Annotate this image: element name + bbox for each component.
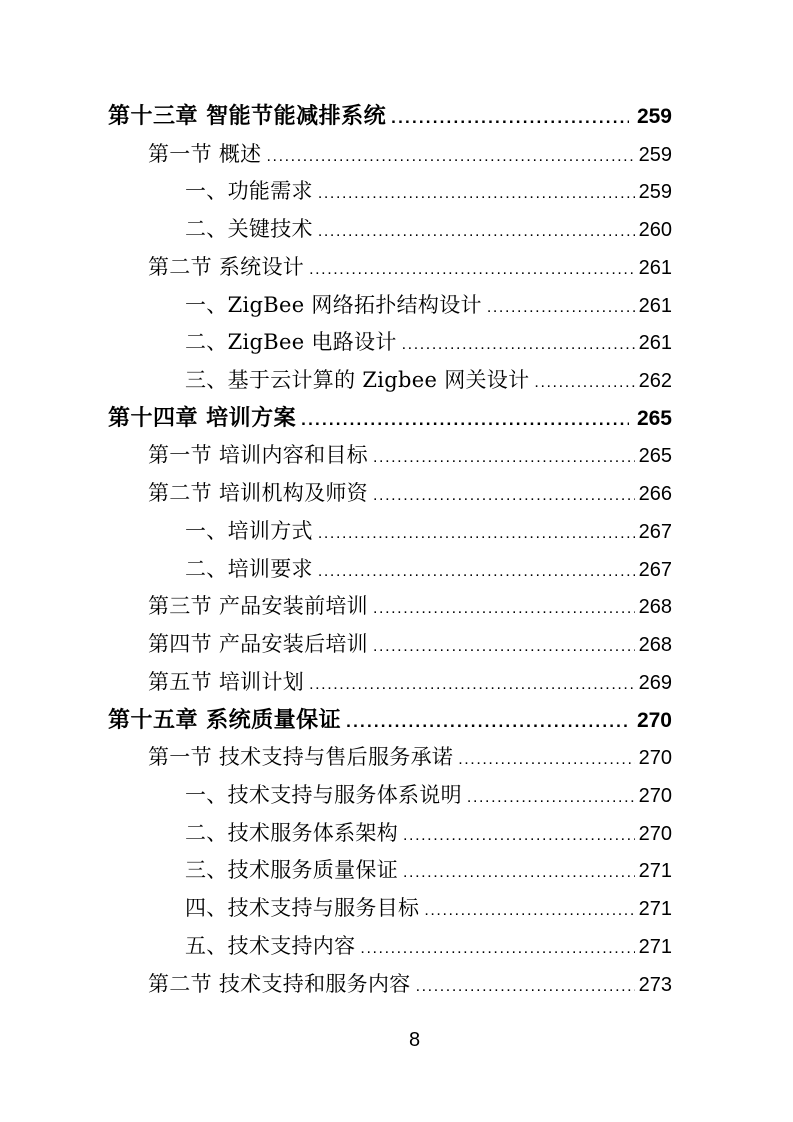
- toc-entry-page: 259: [636, 105, 672, 128]
- toc-entry-title: 三、基于云计算的 Zigbee 网关设计: [185, 368, 530, 393]
- toc-entry[interactable]: [108, 777, 672, 815]
- toc-entry[interactable]: [108, 626, 672, 664]
- toc-entry[interactable]: [108, 588, 672, 626]
- toc-entry-title: 一、技术支持与服务体系说明: [185, 782, 462, 807]
- toc-entry-page: 270: [638, 747, 672, 770]
- toc-entry-page: 270: [638, 822, 672, 845]
- toc-entry-title: 三、技术服务质量保证: [185, 858, 398, 883]
- toc-entry-title: 第一节 培训内容和目标: [148, 443, 368, 468]
- toc-entry-page: 271: [638, 860, 672, 883]
- toc-entry[interactable]: [108, 702, 672, 740]
- toc-entry-page: 267: [638, 520, 672, 543]
- toc-entry-title: 第十五章 系统质量保证: [108, 707, 342, 733]
- toc-entry-title: 一、功能需求: [185, 179, 313, 204]
- toc-entry[interactable]: [108, 211, 672, 249]
- toc-entry-title: 第一节 概述: [148, 141, 262, 166]
- footer-page-number: 8: [408, 1029, 421, 1051]
- toc-entry[interactable]: [108, 513, 672, 551]
- toc-entry-title: 第二节 系统设计: [148, 254, 305, 279]
- toc-entry-title: 第三节 产品安装前培训: [148, 594, 368, 619]
- toc-entry-title: 二、培训要求: [185, 556, 313, 581]
- toc-entry[interactable]: [108, 173, 672, 211]
- toc-entry[interactable]: [108, 551, 672, 589]
- dot-leader: [416, 967, 635, 1004]
- toc-entry-page: 267: [638, 558, 672, 581]
- dot-leader: [373, 476, 635, 513]
- toc-entry-page: 262: [638, 370, 672, 393]
- dot-leader: [487, 288, 635, 325]
- toc-entry-title: 五、技术支持内容: [185, 933, 356, 958]
- toc-entry-page: 260: [638, 219, 672, 242]
- dot-leader: [373, 627, 635, 664]
- toc-entry-page: 259: [638, 143, 672, 166]
- toc-entry-page: 261: [638, 256, 672, 279]
- toc-entry-page: 266: [638, 483, 672, 506]
- toc-entry[interactable]: [108, 437, 672, 475]
- toc-entry-page: 265: [636, 406, 672, 430]
- toc-entry-page: 270: [636, 708, 672, 732]
- dot-leader: [391, 99, 629, 136]
- toc-entry-page: 261: [638, 294, 672, 317]
- toc-entry-title: 第二节 技术支持和服务内容: [148, 971, 411, 996]
- toc-entry-title: 第四节 产品安装后培训: [148, 632, 368, 657]
- toc-entry[interactable]: [108, 739, 672, 777]
- toc-entry-page: 271: [638, 935, 672, 958]
- toc-entry-page: 269: [638, 671, 672, 694]
- toc-entry-page: 261: [638, 332, 672, 355]
- toc-entry-page: 271: [638, 898, 672, 921]
- toc-entry-title: 第二节 培训机构及师资: [148, 481, 368, 506]
- toc-entry[interactable]: [108, 400, 672, 438]
- toc-entry[interactable]: [108, 475, 672, 513]
- dot-leader: [403, 816, 635, 853]
- toc-entry[interactable]: [108, 928, 672, 966]
- toc-list: [108, 98, 672, 1003]
- dot-leader: [403, 853, 635, 890]
- toc-entry-title: 一、ZigBee 网络拓扑结构设计: [185, 292, 482, 317]
- dot-leader: [266, 137, 634, 174]
- page-footer: [0, 1028, 793, 1052]
- dot-leader: [402, 325, 635, 362]
- toc-entry-title: 第五节 培训计划: [148, 669, 305, 694]
- toc-entry-title: 第一节 技术支持与售后服务承诺: [148, 745, 454, 770]
- toc-entry-page: 268: [638, 634, 672, 657]
- dot-leader: [373, 589, 635, 626]
- toc-entry-title: 第十四章 培训方案: [108, 405, 297, 431]
- toc-entry-title: 第十三章 智能节能减排系统: [108, 104, 387, 129]
- toc-entry[interactable]: [108, 966, 672, 1004]
- dot-leader: [424, 891, 634, 928]
- toc-entry[interactable]: [108, 362, 672, 400]
- dot-leader: [373, 438, 635, 475]
- toc-entry[interactable]: [108, 664, 672, 702]
- toc-entry[interactable]: [108, 852, 672, 890]
- toc-entry[interactable]: [108, 890, 672, 928]
- toc-entry-page: 273: [638, 973, 672, 996]
- toc-entry[interactable]: [108, 136, 672, 174]
- toc-entry-title: 二、技术服务体系架构: [185, 820, 398, 845]
- dot-leader: [309, 250, 635, 287]
- dot-leader: [318, 174, 635, 211]
- toc-entry-title: 二、关键技术: [185, 217, 313, 242]
- toc-entry-page: 259: [638, 181, 672, 204]
- dot-leader: [360, 929, 634, 966]
- dot-leader: [309, 665, 635, 702]
- toc-entry-page: 270: [638, 784, 672, 807]
- toc-entry[interactable]: [108, 815, 672, 853]
- toc-entry[interactable]: [108, 98, 672, 136]
- toc-entry[interactable]: [108, 287, 672, 325]
- toc-entry-title: 一、培训方式: [185, 518, 313, 543]
- toc-entry[interactable]: [108, 324, 672, 362]
- dot-leader: [467, 778, 635, 815]
- dot-leader: [346, 703, 629, 740]
- dot-leader: [318, 212, 635, 249]
- toc-entry[interactable]: [108, 249, 672, 287]
- toc-entry-title: 四、技术支持与服务目标: [185, 896, 420, 921]
- toc-entry-page: 265: [638, 445, 672, 468]
- dot-leader: [318, 514, 635, 551]
- toc-entry-page: 268: [638, 596, 672, 619]
- dot-leader: [301, 401, 629, 438]
- dot-leader: [534, 363, 634, 400]
- dot-leader: [458, 740, 634, 777]
- toc-entry-title: 二、ZigBee 电路设计: [185, 330, 397, 355]
- dot-leader: [318, 552, 635, 589]
